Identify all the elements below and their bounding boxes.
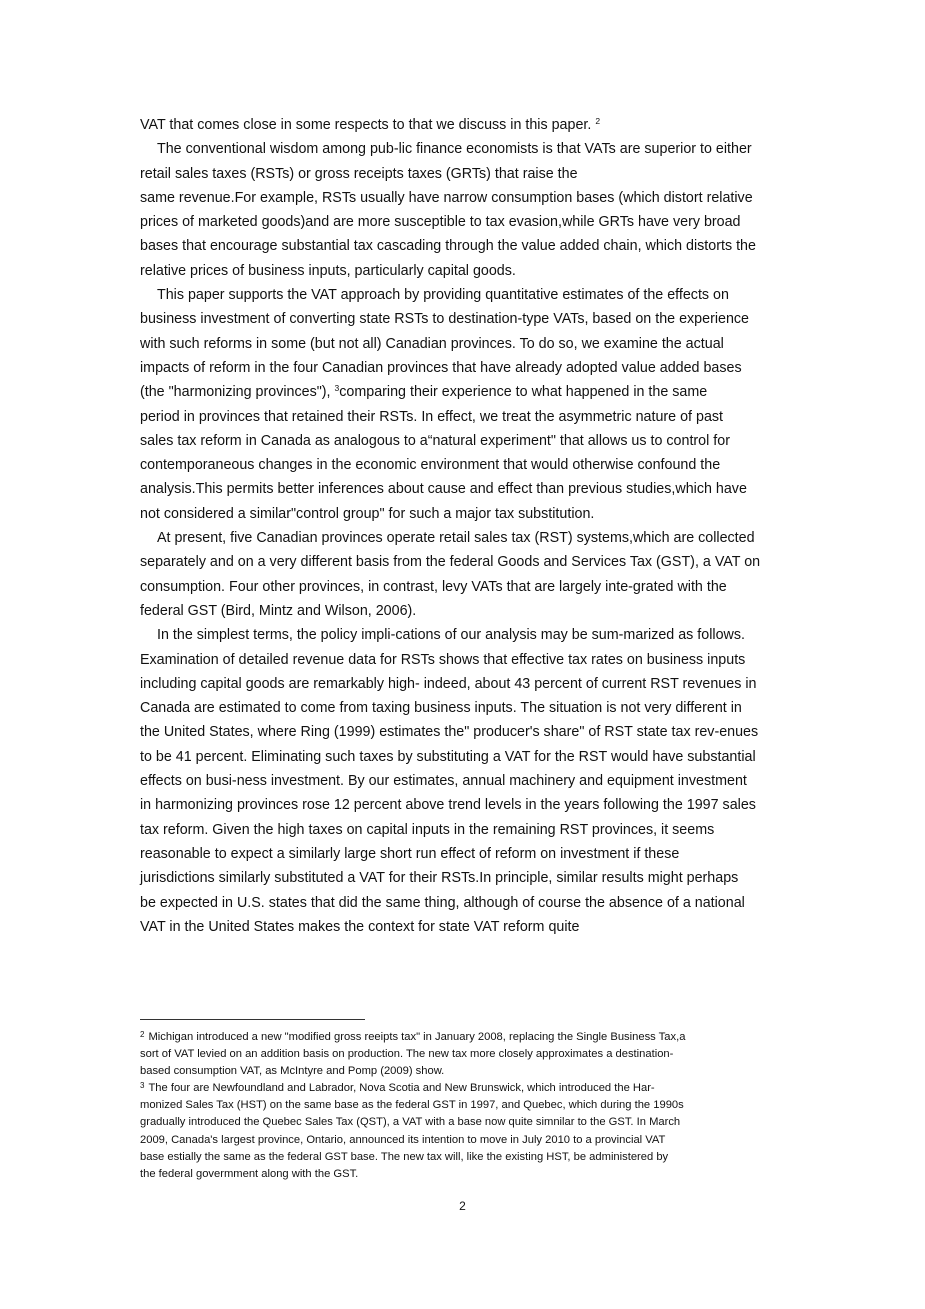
body-line-text: At present, five Canadian provinces operate retail sales tax (RST) systems,which are collected: [157, 530, 755, 547]
body-line-text: sales tax reform in Canada as analogous to a“natural experiment" that allows us to control for: [140, 432, 730, 449]
body-line-text: same revenue.For example, RSTs usually have narrow consumption bases (which distort relative: [140, 189, 753, 206]
body-line-text: contemporaneous changes in the economic environment that would otherwise confound the: [140, 457, 721, 474]
body-line: [140, 745, 790, 769]
body-line-text: prices of marketed goods)and are more susceptible to tax evasion,while GRTs have very broad: [140, 214, 741, 231]
footnote: [140, 1080, 790, 1183]
footnote-mark: 2: [140, 1030, 145, 1039]
footnote-mark: 3: [140, 1081, 145, 1091]
body-line: [140, 186, 790, 210]
body-line-text: VAT that comes close in some respects to that we discuss in this paper.: [140, 117, 596, 133]
footnote-text: Michigan introduced a new "modified gross reeipts tax" in January 2008, replacing the Single Business Tax,a: [148, 1031, 686, 1043]
body-line-text: in harmonizing provinces rose 12 percent above trend levels in the years following the 1997 sales: [140, 797, 756, 814]
body-line-text: to be 41 percent. Eliminating such taxes by substituting a VAT for the RST would have substantial: [140, 748, 756, 765]
footnote-line: [140, 1046, 790, 1063]
body-line: [140, 575, 790, 599]
footnote-line: [140, 1029, 790, 1046]
body-line-text: In the simplest terms, the policy impli-cations of our analysis may be sum-marized as follows.: [157, 627, 745, 644]
body-line: [140, 332, 790, 356]
footnote-text: base estially the same as the federal GST base. The new tax will, like the existing HST, be administered by: [140, 1150, 669, 1163]
body-line: [140, 453, 790, 477]
body-line: [140, 842, 790, 866]
body-line: [140, 307, 790, 331]
footnote-reference[interactable]: 2: [595, 116, 601, 126]
body-text: [140, 113, 790, 939]
body-line-text: bases that encourage substantial tax cascading through the value added chain, which distorts the: [140, 238, 756, 255]
body-line: [140, 720, 790, 744]
body-line: [140, 550, 790, 574]
body-line: [140, 477, 790, 501]
body-line-text: VAT in the United States makes the context for state VAT reform quite: [140, 918, 580, 935]
body-line: [140, 793, 790, 817]
body-line: [140, 429, 790, 453]
footnotes: [140, 1029, 790, 1183]
body-line-text: effects on busi-ness investment. By our estimates, annual machinery and equipment investment: [140, 773, 747, 790]
footnote-line: [140, 1114, 790, 1131]
body-line-text: the United States, where Ring (1999) estimates the" producer's share" of RST state tax rev-enues: [140, 724, 759, 741]
body-line-text: with such reforms in some (but not all) Canadian provinces. To do so, we examine the actual: [140, 335, 724, 352]
body-line: [140, 283, 790, 307]
footnote-line: [140, 1166, 790, 1183]
footnote-text: The four are Newfoundland and Labrador, Nova Scotia and New Brunswick, which introduced the Har-: [148, 1082, 655, 1095]
body-line: [140, 915, 790, 939]
body-line: [140, 526, 790, 550]
body-line: [140, 623, 790, 647]
body-line-text-continued: comparing their experience to what happened in the same: [339, 384, 708, 401]
footnote-text: gradually introduced the Quebec Sales Tax (QST), a VAT with a base now quite simnilar to the GST. In March: [140, 1116, 681, 1129]
body-line-text: consumption. Four other provinces, in contrast, levy VATs that are largely inte-grated with the: [140, 578, 727, 595]
footnote-line: [140, 1097, 790, 1114]
body-line: [140, 380, 790, 404]
footnote-line: [140, 1132, 790, 1149]
footnote-separator: [140, 1019, 365, 1020]
body-line-text: analysis.This permits better inferences about cause and effect than previous studies,which have: [140, 481, 747, 498]
footnote-text: the federal govermment along with the GST.: [140, 1167, 359, 1180]
body-line-text: separately and on a very different basis from the federal Goods and Services Tax (GST), a VAT on: [140, 554, 761, 571]
body-line-text: federal GST (Bird, Mintz and Wilson, 2006).: [140, 602, 417, 619]
body-line-text: tax reform. Given the high taxes on capital inputs in the remaining RST provinces, it seems: [140, 821, 715, 838]
body-line-text: The conventional wisdom among pub-lic finance economists is that VATs are superior to either: [157, 141, 752, 158]
body-line: [140, 818, 790, 842]
body-line-text: including capital goods are remarkably high- indeed, about 43 percent of current RST revenues in: [140, 675, 757, 692]
body-line: [140, 356, 790, 380]
footnote-line: [140, 1063, 790, 1080]
footnote: [140, 1029, 790, 1080]
body-line: [140, 696, 790, 720]
body-line: [140, 648, 790, 672]
footnote-text: sort of VAT levied on an addition basis on production. The new tax more closely approximates a destination-: [140, 1048, 674, 1061]
body-line-text: be expected in U.S. states that did the same thing, although of course the absence of a national: [140, 894, 745, 911]
body-line-text: (the "harmonizing provinces"),: [140, 384, 335, 401]
footnote-reference[interactable]: 3: [334, 383, 340, 394]
footnote-text: 2009, Canada's largest province, Ontario, announced its intention to move in July 2010 to a provincial VAT: [140, 1133, 666, 1146]
footnote-line: [140, 1149, 790, 1166]
body-line: [140, 672, 790, 696]
body-line: [140, 137, 790, 161]
body-line-text: This paper supports the VAT approach by providing quantitative estimates of the effects on: [157, 287, 729, 304]
body-line-text: jurisdictions similarly substituted a VAT for their RSTs.In principle, similar results might perhaps: [140, 870, 739, 887]
body-line-text: Canada are estimated to come from taxing business inputs. The situation is not very different in: [140, 700, 742, 717]
body-line: [140, 162, 790, 186]
body-line-text: reasonable to expect a similarly large short run effect of reform on investment if these: [140, 845, 680, 862]
page-number: 2: [459, 1199, 466, 1213]
body-line-text: relative prices of business inputs, particularly capital goods.: [140, 262, 516, 279]
body-line: [140, 502, 790, 526]
body-line-text: retail sales taxes (RSTs) or gross receipts taxes (GRTs) that raise the: [140, 165, 578, 182]
body-line-text: business investment of converting state RSTs to destination-type VATs, based on the experience: [140, 311, 750, 328]
body-line-text: not considered a similar"control group" for such a major tax substitution.: [140, 505, 595, 522]
body-line: [140, 599, 790, 623]
footnote-text: monized Sales Tax (HST) on the same base as the federal GST in 1997, and Quebec, which during the 1990s: [140, 1099, 684, 1112]
body-line-text: impacts of reform in the four Canadian provinces that have already adopted value added bases: [140, 359, 742, 376]
body-line: [140, 113, 790, 137]
body-line: [140, 769, 790, 793]
body-line: [140, 234, 790, 258]
body-line: [140, 210, 790, 234]
body-line: [140, 891, 790, 915]
footnote-text: based consumption VAT, as McIntyre and Pomp (2009) show.: [140, 1065, 445, 1078]
body-line: [140, 405, 790, 429]
footnote-line: [140, 1080, 790, 1097]
body-line-text: period in provinces that retained their RSTs. In effect, we treat the asymmetric nature of past: [140, 408, 724, 425]
body-line-text: Examination of detailed revenue data for RSTs shows that effective tax rates on business inputs: [140, 651, 746, 668]
body-line: [140, 866, 790, 890]
body-line: [140, 259, 790, 283]
